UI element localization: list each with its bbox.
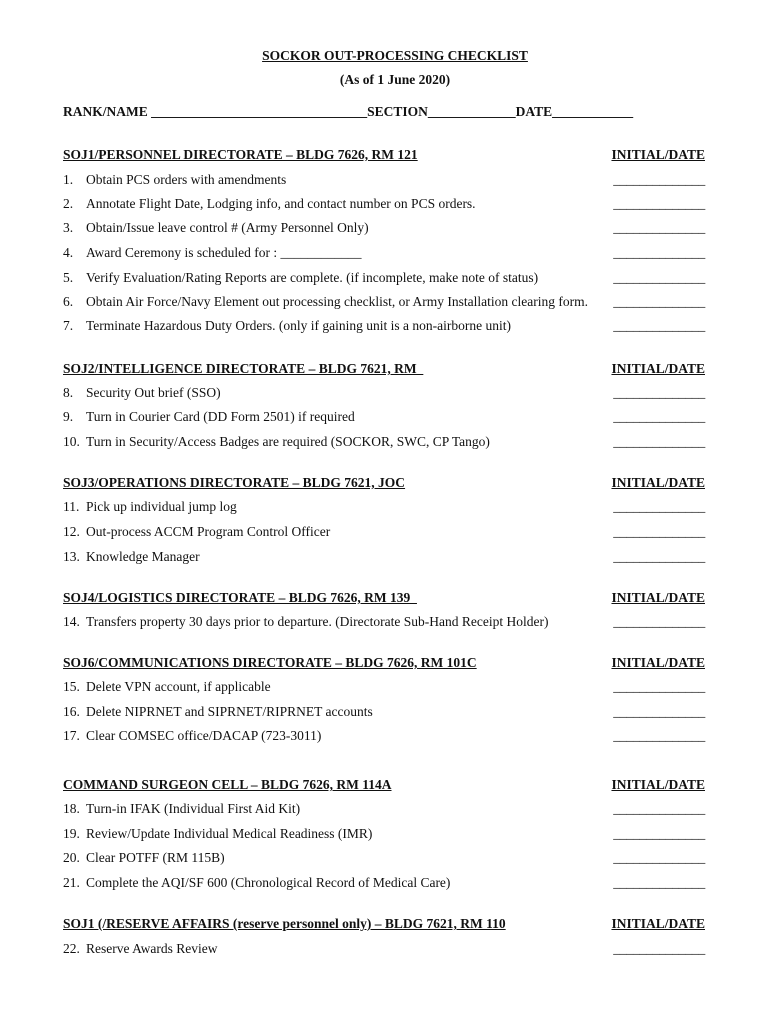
item-number: 2. — [63, 196, 74, 211]
initial-date-blank: ______________ — [613, 704, 705, 719]
item-text: Complete the AQI/SF 600 (Chronological Record of Medical Care) — [86, 875, 451, 890]
document-title: SOCKOR OUT-PROCESSING CHECKLIST — [262, 48, 528, 63]
item-number: 13. — [63, 549, 80, 564]
initial-date-blank: ______________ — [613, 220, 705, 235]
item-number: 16. — [63, 704, 80, 719]
initial-date-blank: ______________ — [613, 941, 705, 956]
initial-date-column-label: INITIAL/DATE — [611, 361, 705, 376]
checklist-item — [63, 294, 705, 312]
initial-date-blank: ______________ — [613, 294, 705, 309]
initial-date-column-label: INITIAL/DATE — [611, 147, 705, 162]
initial-date-blank: ______________ — [613, 172, 705, 187]
initial-date-blank: ______________ — [613, 728, 705, 743]
checklist-item — [63, 172, 705, 190]
item-text: Turn in Security/Access Badges are required (SOCKOR, SWC, CP Tango) — [86, 434, 490, 449]
item-text: Delete NIPRNET and SIPRNET/RIPRNET accounts — [86, 704, 373, 719]
checklist-item — [63, 704, 705, 722]
initial-date-blank: ______________ — [613, 549, 705, 564]
item-text: Out-process ACCM Program Control Officer — [86, 524, 331, 539]
item-number: 15. — [63, 679, 80, 694]
item-text: Pick up individual jump log — [86, 499, 237, 514]
initial-date-blank: ______________ — [613, 245, 705, 260]
item-text: Obtain Air Force/Navy Element out processing checklist, or Army Installation clearing form. — [86, 294, 588, 309]
item-number: 7. — [63, 318, 74, 333]
initial-date-blank: ______________ — [613, 801, 705, 816]
checklist-item — [63, 196, 705, 214]
checklist-item — [63, 728, 705, 746]
initial-date-column-label: INITIAL/DATE — [611, 916, 705, 931]
item-text: Obtain PCS orders with amendments — [86, 172, 287, 187]
item-number: 6. — [63, 294, 74, 309]
section-title: SOJ4/LOGISTICS DIRECTORATE – BLDG 7626, RM 139 — [63, 590, 417, 605]
section-header-reserve-affairs — [63, 916, 705, 934]
initial-date-blank: ______________ — [613, 434, 705, 449]
initial-date-blank: ______________ — [613, 499, 705, 514]
item-text: Reserve Awards Review — [86, 941, 218, 956]
item-number: 8. — [63, 385, 74, 400]
checklist-item — [63, 614, 705, 632]
initial-date-blank: ______________ — [613, 318, 705, 333]
section-header-soj4-logistics — [63, 590, 705, 608]
checklist-item — [63, 499, 705, 517]
section-header-soj1-personnel — [63, 147, 705, 165]
item-text: Clear COMSEC office/DACAP (723-3011) — [86, 728, 322, 743]
item-number: 22. — [63, 941, 80, 956]
item-number: 19. — [63, 826, 80, 841]
item-text: Clear POTFF (RM 115B) — [86, 850, 225, 865]
item-text: Annotate Flight Date, Lodging info, and contact number on PCS orders. — [86, 196, 476, 211]
initial-date-blank: ______________ — [613, 826, 705, 841]
item-number: 1. — [63, 172, 74, 187]
section-title: SOJ1 (/RESERVE AFFAIRS (reserve personnel only) – BLDG 7621, RM 110 — [63, 916, 506, 931]
item-number: 5. — [63, 270, 74, 285]
item-text: Verify Evaluation/Rating Reports are complete. (if incomplete, make note of status) — [86, 270, 539, 285]
item-number: 17. — [63, 728, 80, 743]
section-title: SOJ1/PERSONNEL DIRECTORATE – BLDG 7626, RM 121 — [63, 147, 418, 162]
document-subtitle: (As of 1 June 2020) — [339, 72, 451, 87]
initial-date-column-label: INITIAL/DATE — [611, 475, 705, 490]
section-header-command-surgeon — [63, 777, 705, 795]
item-number: 18. — [63, 801, 80, 816]
checklist-item — [63, 679, 705, 697]
checklist-item — [63, 875, 705, 893]
section-header-soj3-operations — [63, 475, 705, 493]
section-title: SOJ2/INTELLIGENCE DIRECTORATE – BLDG 7621, RM — [63, 361, 424, 376]
item-number: 10. — [63, 434, 80, 449]
item-text: Security Out brief (SSO) — [86, 385, 221, 400]
item-number: 11. — [63, 499, 80, 514]
initial-date-blank: ______________ — [613, 614, 705, 629]
section-header-soj2-intelligence — [63, 361, 705, 379]
checklist-item — [63, 941, 705, 959]
item-text: Obtain/Issue leave control # (Army Personnel Only) — [86, 220, 369, 235]
item-text: Turn-in IFAK (Individual First Aid Kit) — [86, 801, 301, 816]
initial-date-blank: ______________ — [613, 196, 705, 211]
item-text: Transfers property 30 days prior to departure. (Directorate Sub-Hand Receipt Holder) — [86, 614, 549, 629]
item-text: Award Ceremony is scheduled for : ____________ — [86, 245, 362, 260]
item-text: Knowledge Manager — [86, 549, 200, 564]
checklist-item — [63, 524, 705, 542]
section-title: COMMAND SURGEON CELL – BLDG 7626, RM 114A — [63, 777, 392, 792]
checklist-item — [63, 549, 705, 567]
item-number: 20. — [63, 850, 80, 865]
item-number: 12. — [63, 524, 80, 539]
initial-date-blank: ______________ — [613, 850, 705, 865]
checklist-item — [63, 826, 705, 844]
initial-date-blank: ______________ — [613, 270, 705, 285]
section-title: SOJ6/COMMUNICATIONS DIRECTORATE – BLDG 7626, RM 101C — [63, 655, 477, 670]
checklist-item — [63, 434, 705, 452]
checklist-item — [63, 801, 705, 819]
initial-date-column-label: INITIAL/DATE — [611, 777, 705, 792]
item-text: Delete VPN account, if applicable — [86, 679, 271, 694]
item-number: 4. — [63, 245, 74, 260]
checklist-item — [63, 409, 705, 427]
initial-date-column-label: INITIAL/DATE — [611, 655, 705, 670]
checklist-item — [63, 270, 705, 288]
rank-name-section-date-line: RANK/NAME ________________________________SECTION_____________DATE____________ — [63, 104, 634, 119]
initial-date-blank: ______________ — [613, 875, 705, 890]
item-number: 14. — [63, 614, 80, 629]
item-text: Turn in Courier Card (DD Form 2501) if required — [86, 409, 355, 424]
initial-date-blank: ______________ — [613, 524, 705, 539]
initial-date-blank: ______________ — [613, 409, 705, 424]
checklist-item — [63, 220, 705, 238]
section-title: SOJ3/OPERATIONS DIRECTORATE – BLDG 7621, JOC — [63, 475, 406, 490]
item-number: 21. — [63, 875, 80, 890]
initial-date-blank: ______________ — [613, 385, 705, 400]
checklist-item — [63, 245, 705, 263]
item-text: Review/Update Individual Medical Readiness (IMR) — [86, 826, 373, 841]
item-number: 9. — [63, 409, 74, 424]
initial-date-column-label: INITIAL/DATE — [611, 590, 705, 605]
checklist-item — [63, 385, 705, 403]
item-number: 3. — [63, 220, 74, 235]
section-header-soj6-communications — [63, 655, 705, 673]
item-text: Terminate Hazardous Duty Orders. (only if gaining unit is a non-airborne unit) — [86, 318, 511, 333]
checklist-item — [63, 850, 705, 868]
checklist-item — [63, 318, 705, 336]
initial-date-blank: ______________ — [613, 679, 705, 694]
